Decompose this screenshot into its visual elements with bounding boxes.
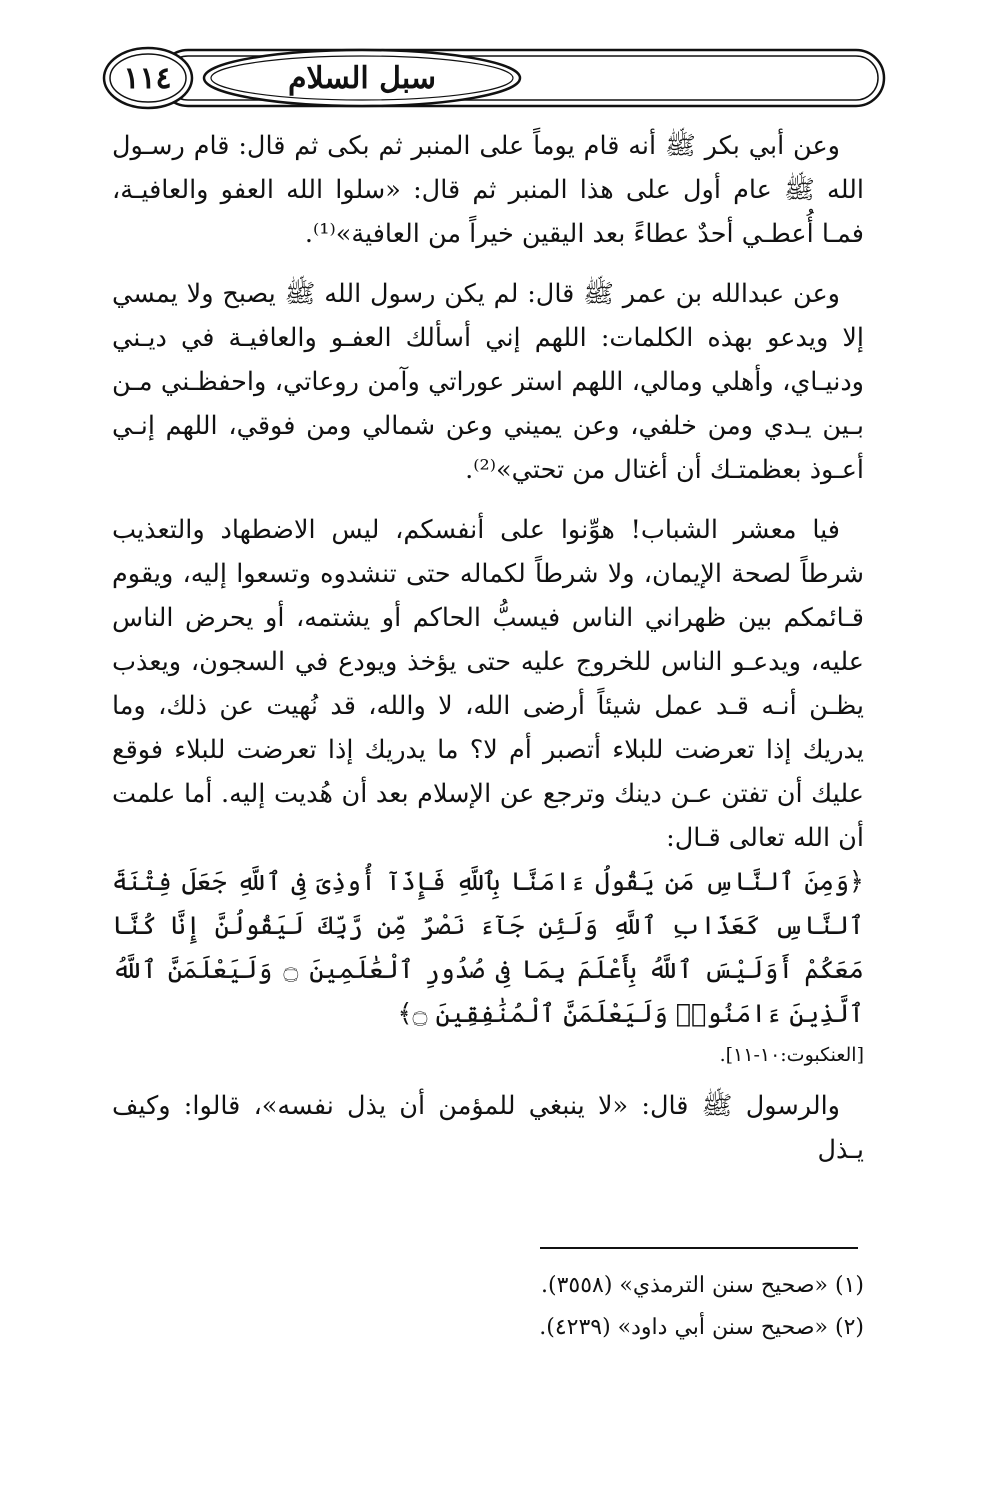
running-head-title: سبل السلام <box>287 60 437 96</box>
text-line: ﷺ عام أول على هذا المنبر ثم قال: «سلوا الله العفو والعافيـة، فمـا أُعطـي <box>112 175 864 249</box>
text-line: ويدعو بهذه الكلمات: اللهم إني أسألك العفـو والعافيـة في ديـني ودنيـاي، <box>112 323 864 397</box>
main-text <box>112 124 864 1172</box>
text-line: وأهلي ومالي، اللهم استر عوراتي وآمن روعاتي، واحفظـني مـن بـين يـدي <box>112 367 864 441</box>
text-line: الناس للخروج عليه حتى يؤخذ ويودع في السجون، ويعذب يظـن أنـه قـد <box>112 647 864 721</box>
text-line: بين ظهراني الناس فيسبُّ الحاكم أو يشتمه، أو يحرض الناس عليه، ويدعـو <box>112 603 865 677</box>
quran-verse <box>112 860 864 1036</box>
paragraph-abu-bakr <box>112 124 864 256</box>
verse-line: ٱللَّهِ وَلَئِن جَآءَ نَصْرٌ مِّن رَّبِّكَ لَيَقُولُنَّ إِنَّا كُنَّا مَعَكُمْ أَوَلَيْسَ ٱللَّهُ بِأَعْلَمَ بِمَا فِى <box>112 911 864 985</box>
text-line: أن أغتال من تحتي»⁽²⁾. <box>465 455 702 485</box>
text-line: عمل شيئاً أرضى الله، لا والله، قد نُهيت عن ذلك، وما يدريك إذا تعرضت <box>112 691 865 765</box>
text-line: ومن خلفي، وعن يميني وعن شمالي ومن فوقي، اللهم إنـي أعـوذ بعظمتـك <box>112 411 864 485</box>
verse-line: صُدُورِ ٱلْعَٰلَمِينَ ۝ وَلَيَعْلَمَنَّ ٱللَّهُ ٱلَّذِينَ ءَامَنُوا۟ وَلَيَعْلَمَنَّ ٱلْمُنَٰفِقِينَ ۝﴾ <box>112 955 864 1029</box>
paragraph-youth-address <box>112 508 864 860</box>
page-header <box>100 42 890 114</box>
text-line: لصحة الإيمان، ولا شرطاً لكماله حتى تنشدوه وتسعوا إليه، ويقوم قـائمكم <box>112 559 864 633</box>
footnotes <box>112 1265 864 1349</box>
footnote-2: (٢) «صحيح سنن أبي داود» (٤٢٣٩). <box>539 1315 864 1340</box>
footnote-1: (١) «صحيح سنن الترمذي» (٣٥٥٨). <box>540 1273 864 1298</box>
text-line: فيا معشر الشباب! هوِّنوا على أنفسكم، ليس الاضطهاد والتعذيب شرطاً <box>112 515 865 589</box>
text-line: والرسول ﷺ قال: «لا ينبغي للمؤمن أن يذل نفسه»، قالوا: وكيف يـذل <box>112 1091 864 1165</box>
footnote-separator <box>540 1247 858 1249</box>
text-line: وعن عبدالله بن عمر ﷺ قال: لم يكن رسول الله ﷺ يصبح ولا يمسي إلا <box>112 279 864 353</box>
text-line: وعن أبي بكر ﷺ أنه قام يوماً على المنبر ثم بكى ثم قال: قام رسـول الله <box>112 131 865 205</box>
paragraph-messenger <box>112 1084 864 1172</box>
text-line: دينك وترجع عن الإسلام بعد أن هُديت إليه. أما علمت أن الله تعالى قـال: <box>112 779 864 853</box>
page-number: ١١٤ <box>123 60 172 96</box>
paragraph-ibn-umar <box>112 272 864 492</box>
text-line: للبلاء أتصبر أم لا؟ ما يدريك إذا تعرضت للبلاء فوقع عليك أن تفتن عـن <box>112 735 865 809</box>
verse-citation: [العنكبوت:١٠-١١]. <box>719 1044 864 1066</box>
text-line: أحدٌ عطاءً بعد اليقين خيراً من العافية»⁽¹⁾. <box>304 219 734 249</box>
verse-line: ﴿وَمِنَ ٱلنَّاسِ مَن يَقُولُ ءَامَنَّا بِٱللَّهِ فَإِذَآ أُوذِىَ فِى ٱللَّهِ جَعَلَ فِتْنَةَ ٱلنَّاسِ كَعَذَابِ <box>112 867 865 941</box>
